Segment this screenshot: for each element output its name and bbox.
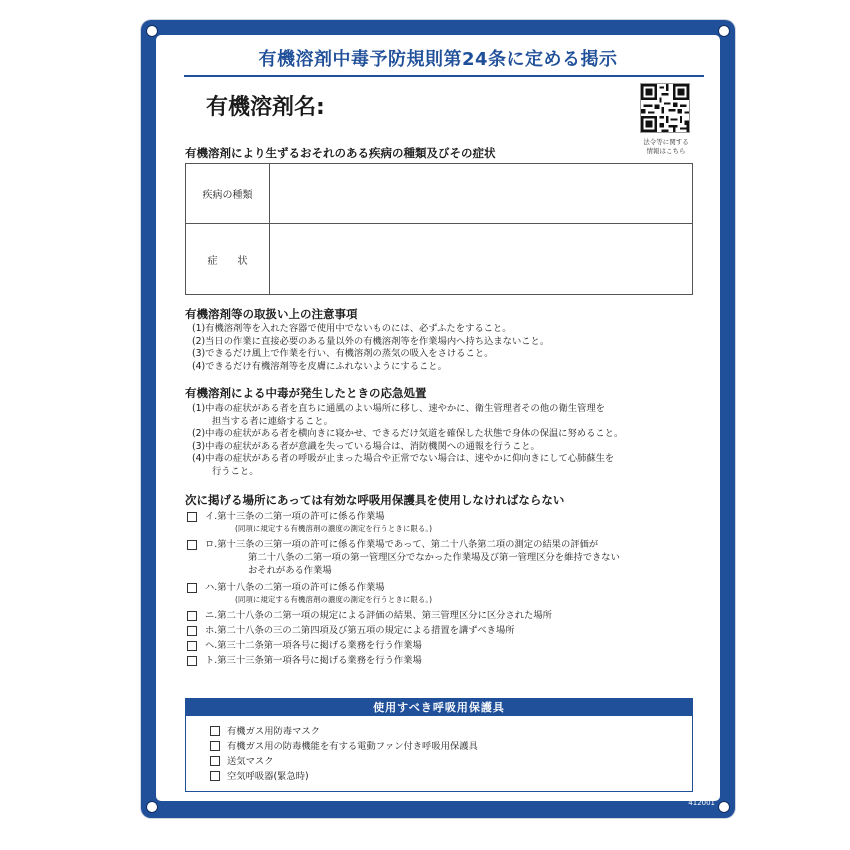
list-item: ハ.第十八条の二第一項の許可に係る作業場 (同項に規定する有機溶剤の濃度の測定を行うときに限る。) xyxy=(185,581,620,605)
list-item: (4)中毒の症状がある者の呼吸が止まった場合や正常でない場合は、速やかに仰向きにして心肺蘇生を 行うこと。 xyxy=(192,453,615,477)
disease-type-field[interactable] xyxy=(270,164,692,223)
list-item: (1)有機溶剤等を入れた容器で使用中でないものには、必ずふたをすること。 xyxy=(192,323,512,334)
sign-board xyxy=(141,20,735,818)
list-item: ニ.第二十八条の二第一項の規定による評価の結果、第三管理区分に区分された場所 xyxy=(185,609,620,622)
list-item: 空気呼吸器(緊急時) xyxy=(210,769,478,784)
checkbox[interactable] xyxy=(210,771,220,781)
checkbox[interactable] xyxy=(210,726,220,736)
handling-section-heading: 有機溶剤等の取扱い上の注意事項 xyxy=(185,307,358,321)
list-item: ホ.第二十八条の三の二第四項及び第五項の規定による措置を講ずべき場所 xyxy=(185,624,620,637)
list-item: (2)中毒の症状がある者を横向きに寝かせ、できるだけ気道を確保した状態で身体の保温に努めること。 xyxy=(192,428,624,440)
list-item: 有機ガス用防毒マスク xyxy=(210,724,478,739)
checkbox[interactable] xyxy=(187,611,197,621)
disease-table xyxy=(185,163,693,295)
list-item: ロ.第十三条の三第一項の許可に係る作業場であって、第二十八条第二項の測定の結果の評価が 第二十八条の二第一項の第一管理区分でなかった作業場及び第一管理区分を維持できない おそれがある作業場 xyxy=(185,538,620,577)
list-item: (3)できるだけ風上で作業を行い、有機溶剤の蒸気の吸入をさけること。 xyxy=(192,348,494,360)
sign-title: 有機溶剤中毒予防規則第24条に定める掲示 xyxy=(258,49,618,70)
disease-type-row xyxy=(186,164,692,224)
list-item: (1)中毒の症状がある者を直ちに通風のよい場所に移し、速やかに、衛生管理者その他の衛生管理を 担当する者に連絡すること。 xyxy=(192,403,605,427)
list-item: ヘ.第三十二条第一項各号に掲げる業務を行う作業場 xyxy=(185,639,620,652)
mounting-hole-bottom-right xyxy=(718,801,730,813)
list-item: 送気マスク xyxy=(210,754,478,769)
checkbox[interactable] xyxy=(187,641,197,651)
symptoms-field[interactable] xyxy=(270,224,692,294)
checkbox[interactable] xyxy=(187,512,197,522)
sign-panel xyxy=(156,35,720,801)
qr-code-icon xyxy=(640,83,690,133)
product-code: 412001 xyxy=(688,799,715,807)
list-item: (4)できるだけ有機溶剤等を皮膚にふれないようにすること。 xyxy=(192,360,447,372)
list-item: イ.第十三条の二第一項の許可に係る作業場 (同項に規定する有機溶剤の濃度の測定を行うときに限る。) xyxy=(185,510,620,534)
handling-list xyxy=(192,323,549,373)
symptoms-row xyxy=(186,224,692,294)
ppe-heading: 使用すべき呼吸用保護具 xyxy=(186,699,692,716)
checkbox[interactable] xyxy=(210,756,220,766)
places-section-heading: 次に掲げる場所にあっては有効な呼吸用保護具を使用しなければならない xyxy=(185,493,565,507)
list-item: (2)当日の作業に直接必要のある量以外の有機溶剤等を作業場内へ持ち込まないこと。 xyxy=(192,335,550,347)
emergency-list xyxy=(192,403,623,479)
ppe-box xyxy=(185,698,693,792)
list-item: (3)中毒の症状がある者が意識を失っている場合は、消防機関への通報を行うこと。 xyxy=(192,440,540,452)
list-item: ト.第三十三条第一項各号に掲げる業務を行う作業場 xyxy=(185,654,620,667)
mounting-hole-top-right xyxy=(718,25,730,37)
qr-caption: 法令等に関する 情報はこちら xyxy=(643,138,689,155)
checkbox[interactable] xyxy=(187,583,197,593)
checkbox[interactable] xyxy=(210,741,220,751)
checkbox[interactable] xyxy=(187,540,197,550)
places-checklist xyxy=(185,510,620,667)
mounting-hole-top-left xyxy=(146,25,158,37)
emergency-section-heading: 有機溶剤による中毒が発生したときの応急処置 xyxy=(185,386,427,400)
checkbox[interactable] xyxy=(187,656,197,666)
disease-type-label: 疾病の種類 xyxy=(186,164,270,223)
mounting-hole-bottom-left xyxy=(146,801,158,813)
solvent-name-label: 有機溶剤名: xyxy=(206,95,325,120)
disease-section-heading: 有機溶剤により生ずるおそれのある疾病の種類及びその症状 xyxy=(185,146,496,160)
title-rule xyxy=(184,75,704,77)
checkbox[interactable] xyxy=(187,626,197,636)
symptoms-label: 症 状 xyxy=(186,224,270,294)
list-item: 有機ガス用の防毒機能を有する電動ファン付き呼吸用保護具 xyxy=(210,739,478,754)
ppe-checklist xyxy=(210,724,478,784)
